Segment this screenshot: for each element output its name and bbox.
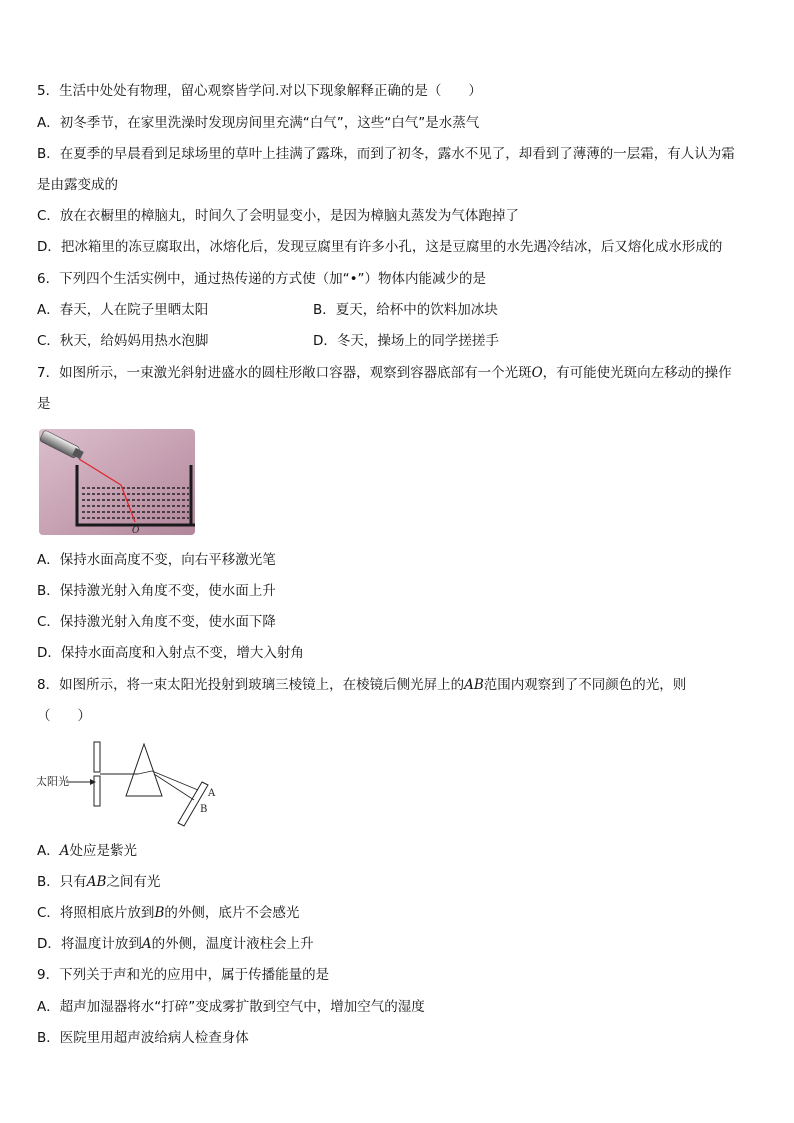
q6-stem: 6．下列四个生活实例中，通过热传递的方式使（加“•”）物体内能减少的是 [37,271,487,287]
q5-option-a: A．初冬季节，在家里洗澡时发现房间里充满“白气”，这些“白气”是水蒸气 [37,115,480,131]
q7-option-d: D．保持水面高度和入射点不变，增大入射角 [37,645,304,661]
q7-option-a: A．保持水面高度不变，向右平移激光笔 [37,552,276,568]
q7-stem-part2: ，有可能使光斑向左移动的操作 [542,365,732,381]
q7-stem-part1: 7．如图所示，一束激光斜射进盛水的圆柱形敞口容器，观察到容器底部有一个光斑 [37,365,532,381]
q6-option-c: C．秋天，给妈妈用热水泡脚 [37,333,209,349]
q8-stem-var: AB [464,677,484,693]
q6-option-a: A．春天，人在院子里晒太阳 [37,302,209,318]
screen-label-a: A [208,788,216,799]
q7-option-b: B．保持激光射入角度不变，使水面上升 [37,583,276,599]
q5-option-b-line2: 是由露变成的 [37,177,118,193]
light-spot-label: O [132,526,140,535]
q8-option-b: B．只有AB之间有光 [37,874,161,890]
screen-label-b: B [200,804,208,815]
q7-option-c: C．保持激光射入角度不变，使水面下降 [37,614,276,630]
q5-option-d: D．把冰箱里的冻豆腐取出，冰熔化后，发现豆腐里有许多小孔，这是豆腐里的水先遇冷结冰，后又熔化成水形成的 [37,239,723,255]
q5-option-b-line1: B．在夏季的早晨看到足球场里的草叶上挂满了露珠，而到了初冬，露水不见了，却看到了薄薄的一层霜，有人认为霜 [37,146,735,162]
q9-option-a: A．超声加湿器将水“打碎”变成雾扩散到空气中，增加空气的湿度 [37,999,425,1015]
q7-figure-laser-container [39,429,195,535]
q8-stem-line2: （ ） [37,708,91,724]
q7-stem-line1 [37,364,732,382]
q6-option-b: B．夏天，给杯中的饮料加冰块 [313,302,498,318]
q5-option-c: C．放在衣橱里的樟脑丸，时间久了会明显变小，是因为樟脑丸蒸发为气体跑掉了 [37,208,519,224]
sunlight-label: 太阳光 [36,775,69,788]
q9-stem: 9．下列关于声和光的应用中，属于传播能量的是 [37,967,330,983]
q8-stem-part1: 8．如图所示，将一束太阳光投射到玻璃三棱镜上，在棱镜后侧光屏上的 [37,677,465,693]
q8-option-a: A．A处应是紫光 [37,843,137,859]
arrow-head-icon [90,779,96,785]
q5-stem: 5．生活中处处有物理，留心观察皆学问.对以下现象解释正确的是（ ） [37,83,482,99]
q7-stem-var: O [531,365,543,381]
prism-icon [126,744,162,796]
q8-stem-line1 [37,676,686,694]
q8-option-d: D．将温度计放到A的外侧，温度计液柱会上升 [37,936,314,952]
q7-stem-line2: 是 [37,396,51,412]
q6-option-d: D．冬天，操场上的同学搓搓手 [313,333,499,349]
q8-option-c: C．将照相底片放到B的外侧，底片不会感光 [37,905,300,921]
q8-stem-part2: 范围内观察到了不同颜色的光，则 [483,677,687,693]
q8-figure-prism [36,738,226,828]
slit-plate-top [94,742,100,772]
q9-option-b: B．医院里用超声波给病人检查身体 [37,1030,249,1046]
slit-plate-bottom [94,776,100,806]
